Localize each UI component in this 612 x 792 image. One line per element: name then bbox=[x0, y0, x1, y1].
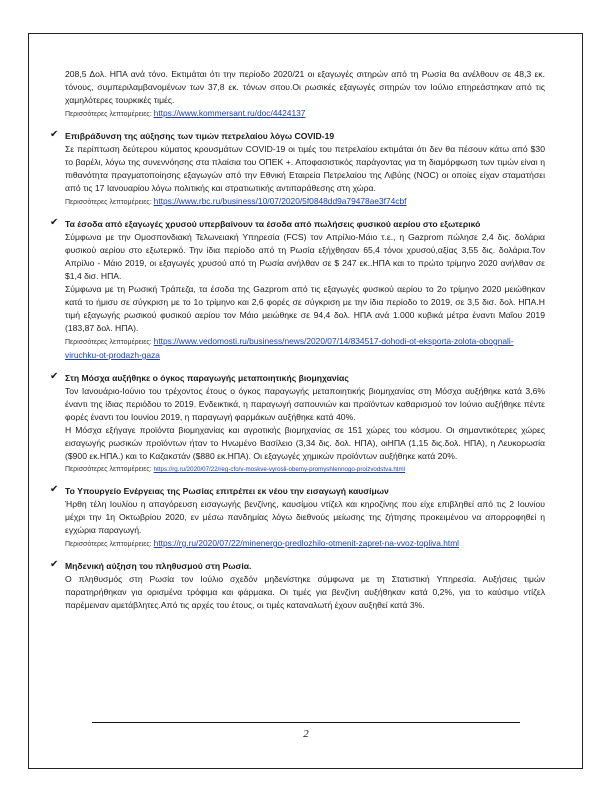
checkmark-icon: ✔ bbox=[50, 484, 59, 495]
checkmark-icon: ✔ bbox=[50, 129, 59, 140]
source-link[interactable]: https://rg.ru/2020/07/22/minenergo-predlozhilo-otmenit-zapret-na-vvoz-topliva.html bbox=[153, 538, 460, 548]
source-link[interactable]: https://rg.ru/2020/07/22/reg-cfo/v-moskve-vyrosli-obemy-promyshlennogo-proizvodstva.html bbox=[153, 466, 406, 473]
footer-rule bbox=[92, 722, 520, 723]
more-details-line bbox=[65, 463, 545, 476]
news-title: Το Υπουργείο Ενέργειας της Ρωσίας επιτρέπει εκ νέου την εισαγωγή καυσίμων bbox=[65, 486, 389, 496]
news-paragraph: Ήρθη τέλη Ιουλίου η απαγόρευση εισαγωγής βενζίνης, καυσίμου ντίζελ και κηροζίνης που είχε επιβληθεί από τις 2 Ιουνίου μέχρι την 1η Οκτωβρίου 2020, εν μέσω πανδημίας λόγω διεθνούς μείωσης της ζήτησης προκειμένου να απορροφηθεί η εγχώρια παραγωγή. bbox=[65, 499, 545, 535]
news-paragraph: Σε περίπτωση δεύτερου κύματος κρουσμάτων COVID-19 οι τιμές του πετρελαίου εκτιμάται ότι δεν θα πέσουν κάτω από $30 το βαρέλι, λόγω της συνεννόησης στα πλαίσια του ΟΠΕΚ +. Αποφασιστικός παράγοντας για τη διαμόρφωση των τιμών είναι η πιθανότητα πραγματοποίησης εξαγωγών από την Εθνική Εταιρεία Πετρελαίου της Λιβύης (NOC) οι οποίες είχαν σταματήσει από τις 17 Ιανουαρίου λόγω πολιτικής και στρατιωτικής αντιπαράθεσης στη χώρα. bbox=[65, 144, 545, 193]
checkmark-icon: ✔ bbox=[50, 559, 59, 570]
checkmark-icon: ✔ bbox=[50, 371, 59, 382]
more-details-label: Περισσότερες λεπτομέρειες: bbox=[65, 339, 152, 346]
news-item-fuel-imports bbox=[50, 484, 545, 551]
more-details-line bbox=[65, 195, 545, 209]
intro-paragraph: 208,5 Δολ. ΗΠΑ ανά τόνο. Εκτιμάται ότι την περίοδο 2020/21 οι εξαγωγές σιτηρών από τη Ρωσία θα ανέλθουν σε 48,3 εκ. τόνους, συμπεριλαμβανομένων των 37,8 εκ. τόνων σιτου.Οι ρωσικές εξαγωγές σιτηρών τον Ιούλιο επηρεάστηκαν από τις χαμηλότερες τουρκικές τιμές. bbox=[65, 69, 545, 105]
checkmark-icon: ✔ bbox=[50, 217, 59, 228]
news-title: Στη Μόσχα αυξήθηκε ο όγκος παραγωγής μεταποιητικής βιομηχανίας bbox=[65, 373, 349, 383]
news-item-moscow-manufacturing bbox=[50, 371, 545, 476]
intro-block bbox=[65, 68, 545, 121]
page-number: 2 bbox=[303, 728, 309, 740]
more-details-line bbox=[65, 537, 545, 551]
news-title: Τα έσοδα από εξαγωγές χρυσού υπερβαίνουν τα έσοδα από πωλήσεις φυσικού αερίου στο εξωτερικό bbox=[65, 219, 481, 229]
source-link[interactable]: https://www.rbc.ru/business/10/07/2020/5f0848dd9a79478ae3f74cbf bbox=[153, 196, 407, 206]
news-paragraph: Σύμφωνα με την Ομοσπονδιακή Τελωνειακή Υπηρεσία (FCS) τον Απρίλιο-Μάιο τ.ε., η Gazprom πώλησε 2,4 δις. δολάρια φυσικού αερίου στο εξωτερικό. Την ίδια περίοδο από τη Ρωσία εξήχθησαν 65,4 τόνοι χρυσού,αξίας 3,55 δις. δολάρια.Τον Απρίλιο - Μάιο 2019, οι εξαγωγές χρυσού από τη Ρωσία ανήλθαν σε $ 247 εκ..ΗΠΑ και το πρώτο τρίμηνο 2020 ανήλθαν σε $1,4 δισ. ΗΠΑ. bbox=[65, 232, 545, 281]
news-paragraph: Σύμφωνα με τη Ρωσική Τράπεζα, τα έσοδα της Gazprom από τις εξαγωγές φυσικού αερίου το 2ο τρίμηνο 2020 μειώθηκαν κατά το ήμισυ σε σύγκριση με το 1ο τρίμηνο και 2,6 φορές σε σύγκριση με την ίδια περίοδο το 2019, σε 3,5 δισ. δολ. ΗΠΑ.Η τιμή εξαγωγής ρωσικού φυσικού αερίου τον Μάιο μειώθηκε σε 94,4 δολ. ΗΠΑ ανά 1.000 κυβικά μέτρα έναντι Μαΐου 2019 (183,87 δολ. ΗΠΑ). bbox=[65, 284, 545, 333]
news-item-gold-exports bbox=[50, 217, 545, 363]
news-item-population bbox=[50, 559, 545, 612]
more-details-line bbox=[65, 335, 545, 363]
news-item-oil-prices bbox=[50, 129, 545, 209]
more-details-label: Περισσότερες λεπτομέρειες: bbox=[65, 199, 152, 206]
news-paragraph: Τον Ιανουάριο-Ιούνιο του τρέχοντος έτους ο όγκος παραγωγής μεταποιητικής βιομηχανίας στη Μόσχα αυξήθηκε κατά 3,6% έναντι της ίδιας περιόδου το 2019. Ενδεικτικά, η παραγωγή σαπουνιών και προϊόντων καθαρισμού τον Ιούνιο αυξήθηκε πέντε φορές έναντι του Ιουνίου 2019, η παραγωγή φαρμάκων αυξήθηκε κατά 40%. bbox=[65, 386, 545, 422]
news-title: Επιβράδυνση της αύξησης των τιμών πετρελαίου λόγω COVID-19 bbox=[65, 131, 335, 141]
news-title: Μηδενική αύξηση του πληθυσμού στη Ρωσία. bbox=[65, 561, 252, 571]
page-content bbox=[50, 68, 545, 612]
news-paragraph: Ο πληθυσμός στη Ρωσία τον Ιούλιο σχεδόν μηδενίστηκε σύμφωνα με τη Στατιστική Υπηρεσία. Αυξήσεις τιμών παρατηρήθηκαν για ορισμένα τρόφιμα και φάρμακα. Οι τιμές για βενζίνη αυξήθηκαν κατά 0,2%, για το καύσιμο ντίζελ παρέμειναν αμετάβλητες.Από τις αρχές του έτους, οι τιμές καταναλωτή έχουν αυξηθεί κατά 3%. bbox=[65, 574, 545, 610]
news-paragraph: Η Μόσχα εξήγαγε προϊόντα βιομηχανίας και αγροτικής βιομηχανίας σε 151 χώρες του κόσμου. Οι σημαντικότερες χώρες εισαγωγής ρωσικών προϊόντων ήταν το Ηνωμένο Βασίλειο (3,34 δις. δολ. ΗΠΑ), οιΗΠΑ (1,15 δις.δολ. ΗΠΑ), η Λευκορωσία ($900 εκ.ΗΠΑ.) και το Καζακστάν ($880 εκ.ΗΠΑ). Οι εξαγωγές χημικών προϊόντων αυξήθηκε κατά 20%. bbox=[65, 425, 545, 461]
more-details-label: Περισσότερες λεπτομέρειες: bbox=[65, 541, 152, 548]
more-details-line bbox=[65, 107, 545, 121]
source-link[interactable]: https://www.kommersant.ru/doc/4424137 bbox=[153, 108, 306, 118]
source-link[interactable]: https://www.vedomosti.ru/business/news/2020/07/14/834517-dohodi-ot-eksporta-zolota-obognali-viruchku-ot-prodazh-gaza bbox=[65, 336, 514, 360]
more-details-label: Περισσότερες λεπτομέρειες: bbox=[65, 111, 152, 118]
more-details-label: Περισσότερες λεπτομέρειες: bbox=[65, 466, 152, 473]
